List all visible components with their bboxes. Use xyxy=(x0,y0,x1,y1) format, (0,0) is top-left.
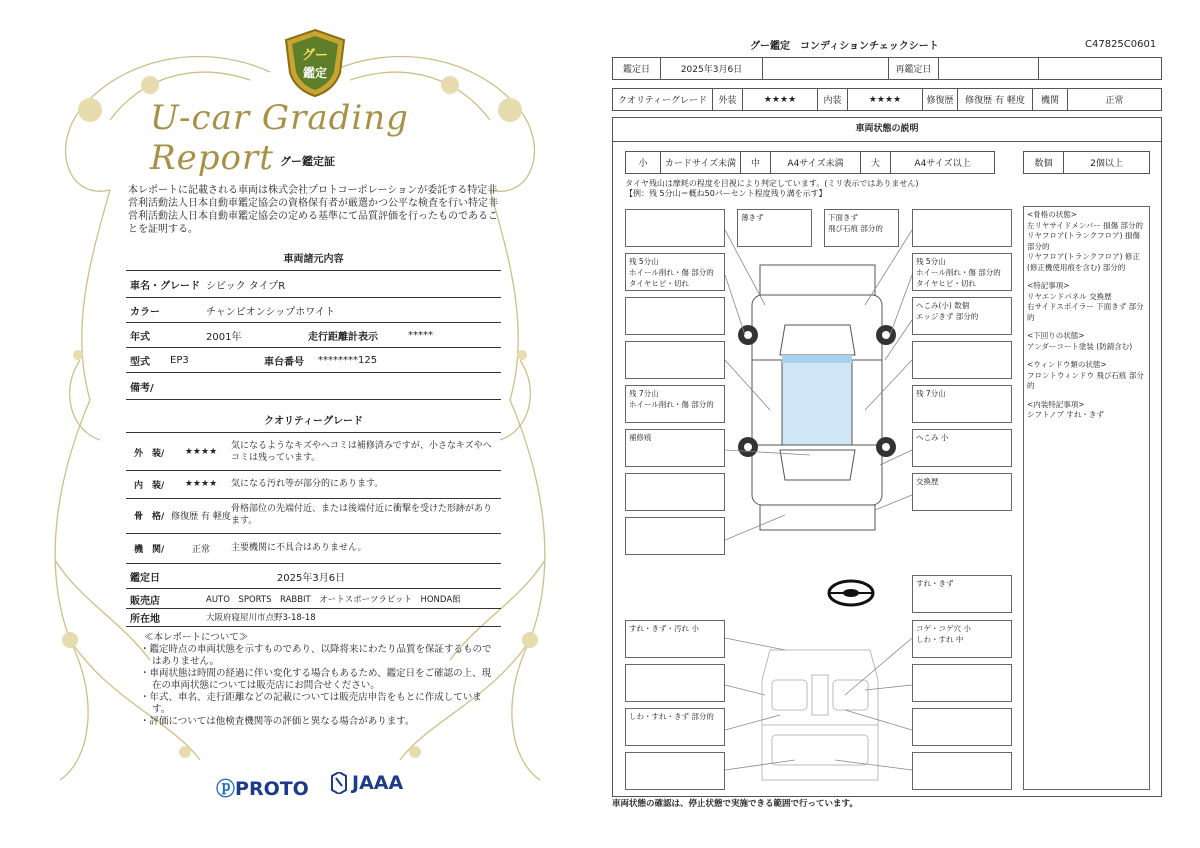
certificate-heading: グー鑑定証 xyxy=(280,155,335,168)
count-legend-table xyxy=(1023,151,1150,174)
ext-left-box xyxy=(625,517,725,555)
quality-label: 骨 格/ xyxy=(134,511,165,522)
spec-value: EP3 xyxy=(170,354,189,366)
report-notes xyxy=(140,632,500,728)
ext-right-box: 残 5分山 ホイール削れ・傷 部分的 タイヤヒビ・切れ xyxy=(912,253,1012,291)
quality-heading: クオリティーグレード xyxy=(264,416,363,427)
spec-heading: 車両諸元内容 xyxy=(283,254,344,265)
quality-desc: 骨格部位の先端付近、または後端付近に衝撃を受けた形跡があります。 xyxy=(231,504,493,526)
grade-label: クオリティーグレード xyxy=(613,89,713,111)
count-label: 数個 xyxy=(1024,152,1064,174)
quality-row-frame xyxy=(126,500,501,530)
spec-row-model xyxy=(126,348,501,372)
ext-label: 外装 xyxy=(713,89,743,111)
tire-note-line: 【例：残 5分山＝概ね50パーセント程度残り溝を示す】 xyxy=(625,189,827,198)
int-left-box xyxy=(625,752,725,790)
leader-lines xyxy=(725,210,915,550)
spec-label: 鑑定日 xyxy=(130,572,160,584)
spec-row-remarks xyxy=(126,374,501,398)
spec-label: 販売店 xyxy=(130,595,160,607)
int-value: ★★★★ xyxy=(848,89,923,111)
dealer-row xyxy=(126,589,501,609)
note-interior: <内装特記事項> シフトノブ すれ・きず xyxy=(1027,399,1104,419)
note-item: ・年式、車名、走行距離などの記載については販売店申告をもとに作成しています。 xyxy=(140,692,482,715)
sheet-title: グー鑑定 コンディションチェックシート xyxy=(750,41,939,52)
jaaa-logo-text: JAAA xyxy=(352,772,404,794)
size-legend-table xyxy=(625,151,995,174)
quality-desc: 主要機関に不具合はありません。 xyxy=(231,543,367,553)
spec-row-name xyxy=(126,272,501,296)
spec-row-color xyxy=(126,298,501,322)
int-right-box: コゲ・コゲ穴 小 しわ・すれ 中 xyxy=(912,620,1012,658)
script-title: U-car Grading Report xyxy=(150,98,409,178)
repair-value: 修復歴 有 軽度 xyxy=(958,89,1033,111)
proto-logo-text: PROTO xyxy=(235,778,309,800)
appraisal-date-row xyxy=(126,566,501,586)
int-right-box xyxy=(912,664,1012,702)
spec-label: カラー xyxy=(130,306,160,318)
ext-left-box xyxy=(625,341,725,379)
quality-label: 機 関/ xyxy=(134,544,165,555)
spec-label: 車名・グレード xyxy=(130,280,200,292)
size-mid-desc: A4サイズ未満 xyxy=(771,152,861,174)
ext-left-box: 残 5分山 ホイール削れ・傷 部分的 タイヤヒビ・切れ xyxy=(625,253,725,291)
address-row xyxy=(126,608,501,626)
interior-leader-lines xyxy=(725,620,915,795)
shield-icon xyxy=(282,28,348,98)
tire-note xyxy=(625,179,918,199)
ext-left-box: 補修痕 xyxy=(625,429,725,467)
condition-notes-panel xyxy=(1023,206,1150,790)
note-window: <ウィンドウ類の状態> フロントウィンドウ 飛び石痕 部分的 xyxy=(1027,360,1144,390)
ext-left-box xyxy=(625,209,725,247)
badge-label: 鑑定 xyxy=(302,66,327,80)
certificate-body: 本レポートに記載される車両は株式会社プロトコーポレーションが委託する特定非営利活動法人日本自動車鑑定協会の資格保有者が厳選かつ公平な検査を行い特定非営利活動法人日本自動車鑑定協会の定める基準にて品質評価を行ったものであることを証明する。 xyxy=(128,185,498,235)
date-table xyxy=(612,57,1162,80)
condition-check-sheet xyxy=(600,0,1200,848)
note-item: ・鑑定時点の車両状態を示すものであり、以降将来にわたり品質を保証するものではありません。 xyxy=(140,644,492,667)
int-left-box xyxy=(625,664,725,702)
quality-value: 正常 xyxy=(191,544,210,555)
spec-value: チャンピオンシップホワイト xyxy=(206,306,335,318)
spec-label: 型式 xyxy=(130,356,150,368)
quality-label: 内 装/ xyxy=(134,480,165,491)
quality-desc: 気になる汚れ等が部分的にあります。 xyxy=(231,479,384,489)
int-left-box: すれ・きず・汚れ 小 xyxy=(625,620,725,658)
proto-logo: ⓟPROTO xyxy=(216,778,309,800)
quality-desc: 気になるようなキズやヘコミは補修済みですが、小さなキズやヘコミは残っています。 xyxy=(231,441,492,463)
jaaa-emblem-icon xyxy=(330,772,348,794)
ext-left-box xyxy=(625,297,725,335)
date-value: 2025年3月6日 xyxy=(661,58,763,80)
tire-note-line: タイヤ残山は摩耗の程度を目視により判定しています。(ミリ表示ではありません) xyxy=(625,179,919,188)
spec-value: 2001年 xyxy=(206,331,242,343)
spec-label: 所在地 xyxy=(130,613,160,625)
grade-table xyxy=(612,88,1162,111)
note-item: ・評価については他検査機関等の評価と異なる場合があります。 xyxy=(140,716,415,727)
note-special: <特記事項> リヤエンドパネル 交換歴 右サイドスポイラー 下面きず 部分的 xyxy=(1027,281,1144,322)
ext-top-box: 薄きず xyxy=(737,209,812,247)
int-right-box xyxy=(912,752,1012,790)
ext-right-box: 交換歴 xyxy=(912,473,1012,511)
size-mid: 中 xyxy=(741,152,771,174)
engine-label: 機関 xyxy=(1033,89,1068,111)
ext-right-box xyxy=(912,341,1012,379)
size-small: 小 xyxy=(626,152,661,174)
int-left-box: しわ・すれ・きず 部分的 xyxy=(625,708,725,746)
goo-appraisal-badge xyxy=(282,28,348,98)
engine-value: 正常 xyxy=(1068,89,1162,111)
note-frame: <骨格の状態> 左リヤサイドメンバー 損傷 部分的 リヤフロア(トランクフロア) 損傷 部分的 リヤフロア(トランクフロア) 修正(修正機使用痕を含む) 部分的 xyxy=(1027,210,1143,272)
spec-value: AUTO SPORTS RABBIT オートスポーツラビット HONDA館 xyxy=(206,595,461,605)
ext-left-box xyxy=(625,473,725,511)
quality-value: ★★★★ xyxy=(184,447,218,457)
int-right-box: すれ・きず xyxy=(912,575,1012,613)
spec-label: 備考/ xyxy=(130,382,154,394)
ext-top-box: 下面きず 飛び石痕 部分的 xyxy=(824,209,899,247)
badge-logo-text: グー xyxy=(301,48,328,63)
ext-right-box: へこみ(小) 数個 エッジきず 部分的 xyxy=(912,297,1012,335)
spec-value: シビック タイプR xyxy=(206,280,286,292)
ext-right-box: 残 7分山 xyxy=(912,385,1012,423)
date-label: 鑑定日 xyxy=(613,58,661,80)
reinspect-label: 再鑑定日 xyxy=(889,58,939,80)
spec-value: ***** xyxy=(408,329,433,341)
spec-row-year xyxy=(126,323,501,347)
repair-label: 修復歴 xyxy=(923,89,958,111)
size-large-desc: A4サイズ以上 xyxy=(891,152,995,174)
quality-row-interior xyxy=(126,472,501,496)
quality-value: 修復歴 有 軽度 xyxy=(171,511,231,522)
sheet-footer: 車両状態の確認は、停止状態で実施できる範囲で行っています。 xyxy=(612,799,858,809)
ext-right-box: へこみ 小 xyxy=(912,429,1012,467)
spec-value: 大阪府寝屋川市点野3-18-18 xyxy=(206,613,316,623)
int-right-box xyxy=(912,708,1012,746)
size-small-desc: カードサイズ未満 xyxy=(661,152,741,174)
quality-row-exterior xyxy=(126,436,501,468)
quality-label: 外 装/ xyxy=(134,448,165,459)
steering-wheel-icon xyxy=(826,578,876,608)
spec-value: ********125 xyxy=(318,354,378,366)
spec-label: 車台番号 xyxy=(264,356,304,368)
quality-row-engine xyxy=(126,536,501,560)
spec-label: 年式 xyxy=(130,331,150,343)
int-label: 内装 xyxy=(818,89,848,111)
document-id: C47825C0601 xyxy=(1085,39,1157,50)
spec-value: 2025年3月6日 xyxy=(276,572,346,584)
spec-label: 走行距離計表示 xyxy=(308,331,378,343)
count-value: 2個以上 xyxy=(1064,152,1150,174)
jaaa-logo xyxy=(330,772,403,794)
size-large: 大 xyxy=(861,152,891,174)
note-underbody: <下回りの状態> アンダーコート塗装 (防錆含む) xyxy=(1027,331,1133,351)
ext-left-box: 残 7分山 ホイール削れ・傷 部分的 xyxy=(625,385,725,423)
quality-value: ★★★★ xyxy=(184,479,218,489)
condition-section-title: 車両状態の説明 xyxy=(612,117,1162,142)
notes-heading: ≪本レポートについて≫ xyxy=(144,632,249,643)
ext-value: ★★★★ xyxy=(743,89,818,111)
ext-right-box xyxy=(912,209,1012,247)
note-item: ・車両状態は時間の経過に伴い変化する場合もあるため、鑑定日をご確認の上、現在の車両状態については販売店にお問合せください。 xyxy=(140,668,492,691)
